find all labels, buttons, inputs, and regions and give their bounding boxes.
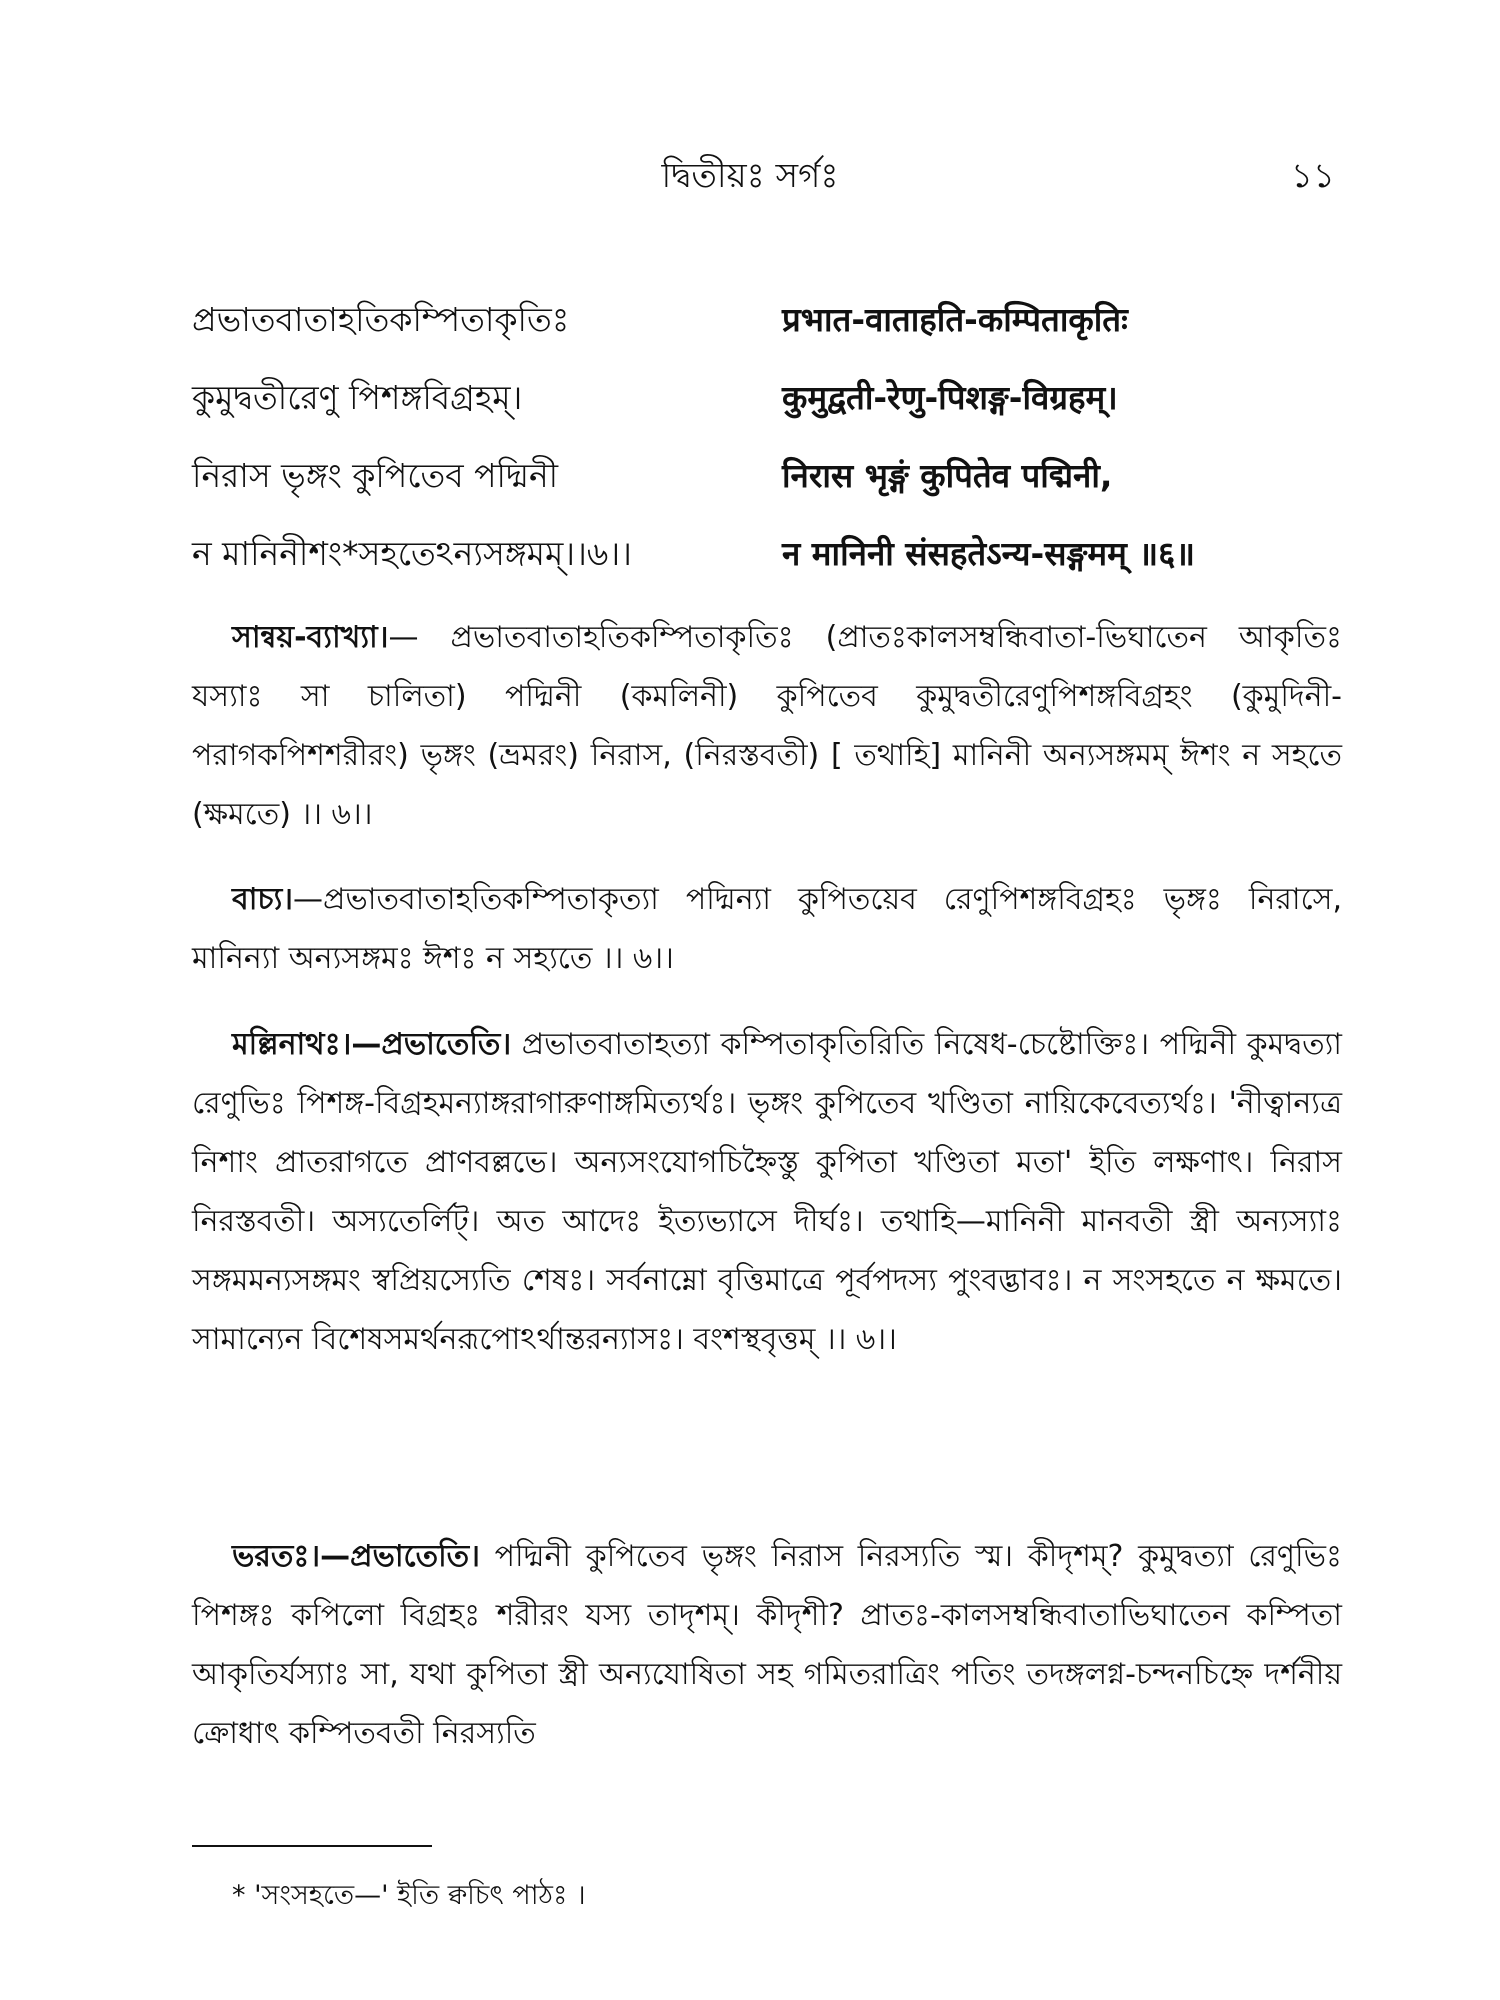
verse-line: निरास भृङ्गं कुपितेव पद्मिनी, — [782, 456, 1113, 495]
verse-line: प्रभात-वाताहति-कम्पिताकृतिः — [782, 300, 1128, 339]
verse-line: कुमुद्वती-रेणु-पिशङ्ग-विग्रहम्। — [782, 378, 1118, 417]
verse-bengali — [192, 290, 752, 602]
footnote: * 'সংসহতে—' ইতি ক্বচিৎ পাঠঃ । — [232, 1880, 586, 1911]
verse-line: নিরাস ভৃঙ্গং কুপিতেব পদ্মিনী — [192, 456, 559, 495]
verse-line: ন মানিনীশং*সহতেঽন্যসঙ্গমম্।।৬।। — [192, 534, 632, 573]
bharata-text: পদ্মিনী কুপিতেব ভৃঙ্গং নিরাস নিরস্যতি স্ম। কীদৃশম্? কুমুদ্বত্যা রেণুভিঃ পিশঙ্গঃ কপিলো বিগ্রহঃ শরীরং যস্য তাদৃশম্। কীদৃশী? প্রাতঃ-কালসম্বন্ধিবাতাভিঘাতেন কম্পিতা আকৃতির্যস্যাঃ সা, যথা কুপিতা স্ত্রী অন্যযোষিতা সহ গমিতরাত্রিং পতিং তদঙ্গলগ্ন-চন্দনচিহ্নে দর্শনীয় ক্রোধাৎ কম্পিতবতী নিরস্যতি — [192, 1539, 1342, 1751]
anvaya-label: সান্বয়-ব্যাখ্যা। — [232, 620, 389, 655]
bharata-label: ভরতঃ।—প্রভাতেতি। — [232, 1539, 480, 1574]
verse-devanagari — [782, 290, 1342, 602]
verse-line: প্রভাতবাতাহতিকম্পিতাকৃতিঃ — [192, 300, 570, 339]
footnote-divider — [192, 1845, 432, 1847]
mallinatha-text: প্রভাতবাতাহত্যা কম্পিতাকৃতিরিতি নিষেধ-চেষ্টোক্তিঃ। পদ্মিনী কুমদ্বত্যা রেণুভিঃ পিশঙ্গ-বিগ্রহমন্যাঙ্গরাগারুণাঙ্গমিত্যর্থঃ। ভৃঙ্গং কুপিতেব খণ্ডিতা নায়িকেবেত্যর্থঃ। 'নীত্বান্যত্র নিশাং প্রাতরাগতে প্রাণবল্লভে। অন্যসংযোগচিহ্নৈস্তু কুপিতা খণ্ডিতা মতা' ইতি লক্ষণাৎ। নিরাস নিরস্তবতী। অস্যতের্লিট্। অত আদেঃ ইত্যভ্যাসে দীর্ঘঃ। তথাহি—মানিনী মানবতী স্ত্রী অন্যস্যাঃ সঙ্গমমন্যসঙ্গমং স্বপ্রিয়স্যেতি শেষঃ। সর্বনাম্নো বৃত্তিমাত্রে পূর্বপদস্য পুংবদ্ভাবঃ। ন সংসহতে ন ক্ষমতে। সামান্যেন বিশেষসমর্থনরূপোঽর্থান্তরন্যাসঃ। বংশস্থবৃত্তম্ ।। ৬।। — [192, 1027, 1342, 1357]
verse-line: কুমুদ্বতীরেণু পিশঙ্গবিগ্রহম্। — [192, 378, 523, 417]
anvaya-text: — প্রভাতবাতাহতিকম্পিতাকৃতিঃ (প্রাতঃকালসম্বন্ধিবাতা-ভিঘাতেন আকৃতিঃ যস্যাঃ সা চালিতা) পদ্মিনী (কমলিনী) কুপিতেব কুমুদ্বতীরেণুপিশঙ্গবিগ্রহং (কুমুদিনী-পরাগকপিশশরীরং) ভৃঙ্গং (ভ্রমরং) নিরাস, (নিরস্তবতী) [ তথাহি] মানিনী অন্যসঙ্গমম্ ঈশং ন সহতে (ক্ষমতে) ।। ৬।। — [192, 620, 1342, 832]
page-header-title: দ্বিতীয়ঃ সর্গঃ — [661, 156, 839, 196]
vachya-commentary — [192, 870, 1342, 988]
vachya-label: বাচ্য। — [232, 882, 294, 917]
bharata-commentary — [192, 1527, 1342, 1763]
page-number: ১১ — [1290, 156, 1335, 196]
mallinatha-label: মল্লিনাথঃ।—প্রভাতেতি। — [232, 1027, 512, 1062]
vachya-text: —প্রভাতবাতাহতিকম্পিতাকৃত্যা পদ্মিন্যা কুপিতয়েব রেণুপিশঙ্গবিগ্রহঃ ভৃঙ্গঃ নিরাসে, মানিন্যা অন্যসঙ্গমঃ ঈশঃ ন সহ্যতে ।। ৬।। — [192, 882, 1342, 976]
mallinatha-commentary — [192, 1015, 1342, 1369]
anvaya-commentary — [192, 608, 1342, 844]
verse-line: न मानिनी संसहतेऽन्य-सङ्गमम् ॥६॥ — [782, 534, 1196, 573]
